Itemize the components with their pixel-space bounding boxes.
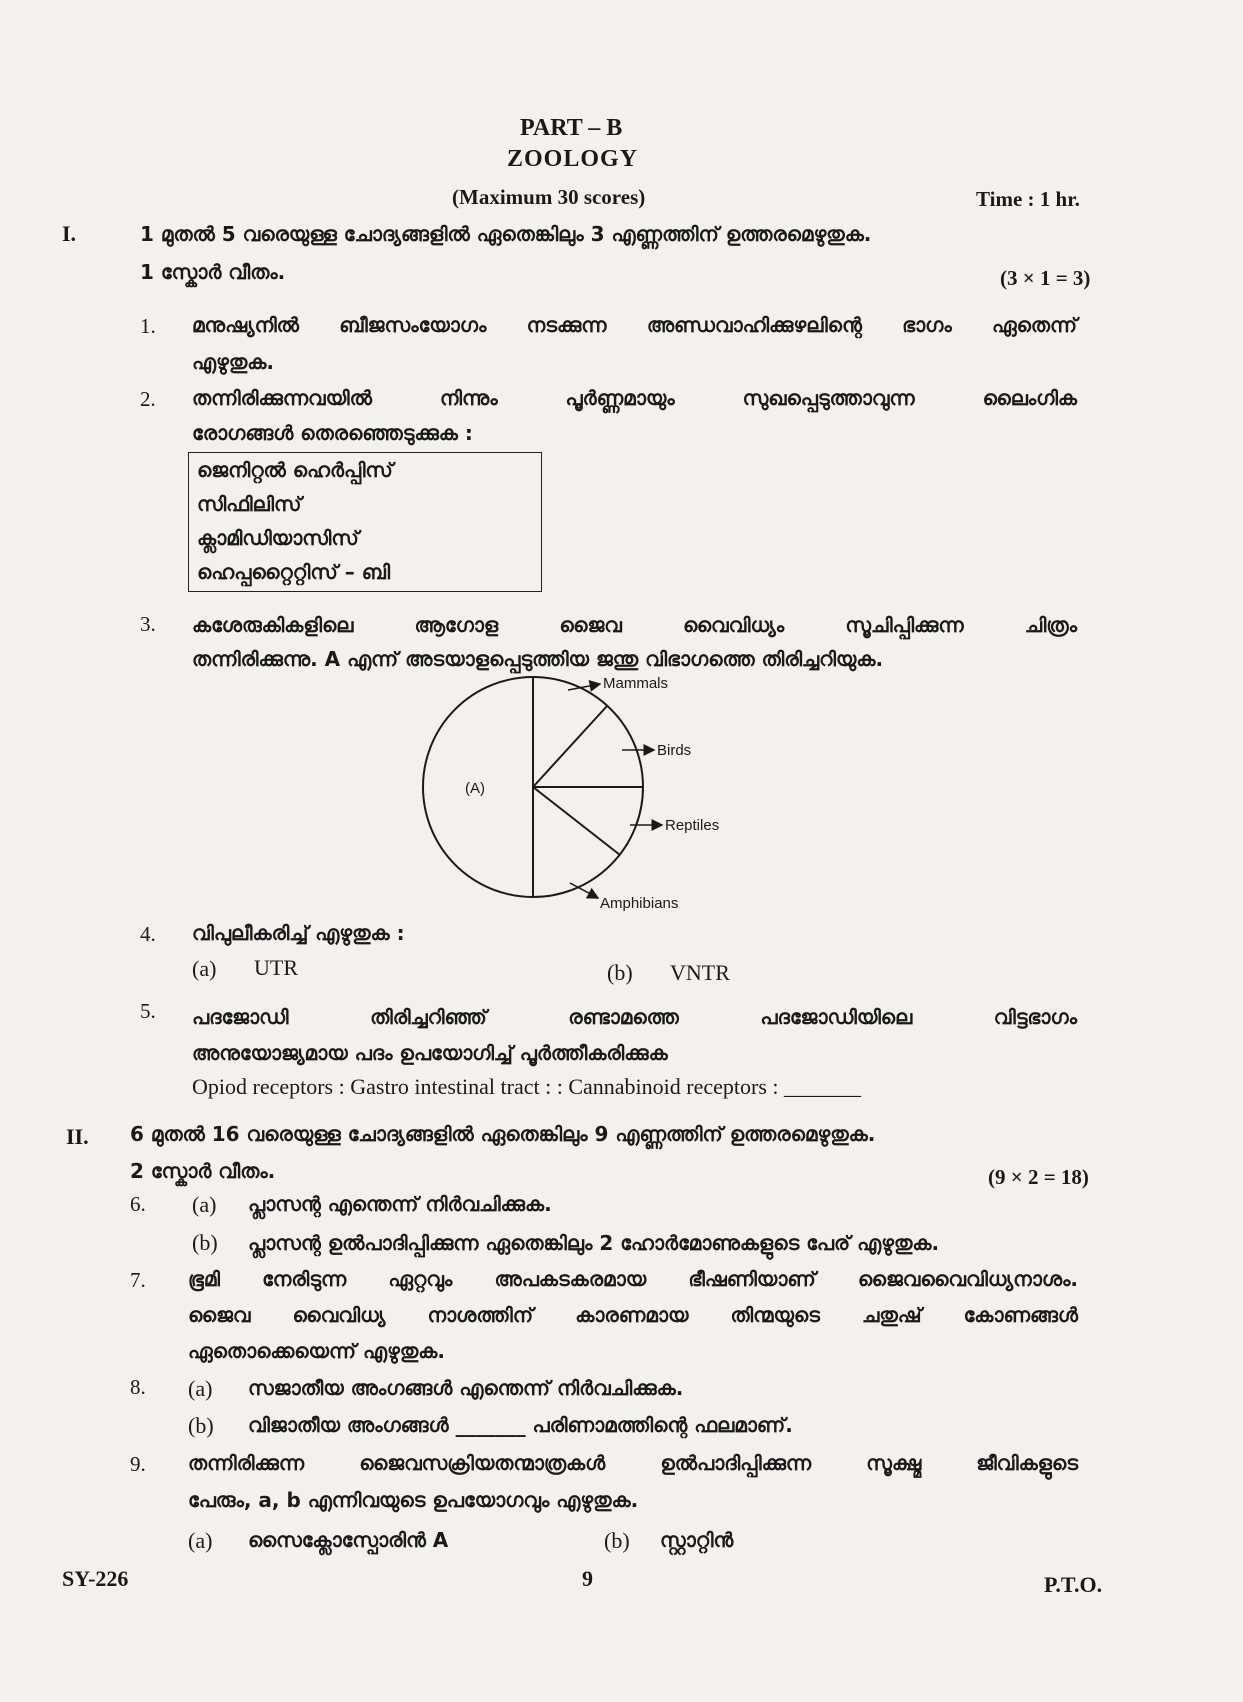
q4-b-label: (b) [607, 960, 633, 985]
pie-slice-line [533, 706, 607, 787]
q9-b-text: സ്റ്റാറ്റിൻ [660, 1528, 734, 1552]
q2-option: ക്ലാമിഡിയാസിസ് [197, 526, 359, 550]
q6-a-label: (a) [192, 1192, 217, 1217]
section-2-marks: (9 × 2 = 18) [988, 1165, 1089, 1189]
q6-b-label: (b) [192, 1230, 218, 1255]
pie-label-mammals: Mammals [603, 675, 669, 692]
q9-b-label: (b) [604, 1528, 630, 1553]
q9-line1: തന്നിരിക്കുന്ന ജൈവസക്രിയതന്മാത്രകൾ ഉൽപാദിപ്പിക്കുന്ന സൂക്ഷ്മ ജീവികളുടെ [188, 1451, 1078, 1475]
q7-line2: ജൈവ വൈവിധ്യ നാശത്തിന് കാരണമായ തിന്മയുടെ ചതുഷ് കോണങ്ങൾ [188, 1303, 1078, 1327]
section-1-roman: I. [62, 221, 77, 246]
q2-line2: രോഗങ്ങൾ തെരഞ്ഞെടുക്കുക : [192, 421, 473, 445]
q3-line2: തന്നിരിക്കുന്നു. A എന്ന് അടയാളപ്പെടുത്തിയ ജന്തു വിഭാഗത്തെ തിരിച്ചറിയുക. [192, 647, 884, 671]
pie-label-amphibians: Amphibians [600, 895, 679, 912]
q8-number: 8. [130, 1375, 146, 1399]
q2-line1: തന്നിരിക്കുന്നവയിൽ നിന്നും പൂർണ്ണമായും സുഖപ്പെടുത്താവുന്ന ലൈംഗിക [192, 386, 1077, 410]
q9-line2: പേരും, a, b എന്നിവയുടെ ഉപയോഗവും എഴുതുക. [188, 1488, 639, 1512]
q4-a-text: UTR [254, 955, 298, 980]
section-2-roman: II. [66, 1124, 89, 1149]
q9-number: 9. [130, 1452, 146, 1476]
q3-line1: കശേരുകികളിലെ ആഗോള ജൈവ വൈവിധ്യം സൂചിപ്പിക്കുന്ന ചിത്രം [192, 613, 1077, 637]
q4-number: 4. [140, 922, 156, 946]
q1-line2: എഴുതുക. [192, 350, 274, 374]
q6-a-text: പ്ലാസന്റ എന്തെന്ന് നിർവചിക്കുക. [248, 1192, 552, 1216]
q2-option: ഹെപ്പറ്റൈറ്റിസ് – ബി [197, 560, 391, 584]
q2-option: സിഫിലിസ് [197, 492, 302, 516]
q5-line2: അനുയോജ്യമായ പദം ഉപയോഗിച്ച് പൂർത്തീകരിക്കുക [192, 1041, 668, 1065]
q4-a-label: (a) [192, 956, 217, 981]
q8-b-label: (b) [188, 1413, 214, 1438]
q4-b-text: VNTR [670, 960, 730, 985]
q5-analogy: Opiod receptors : Gastro intestinal tract : : Cannabinoid receptors : _______ [192, 1074, 862, 1099]
q1-number: 1. [140, 314, 156, 338]
section-2-instruction: 6 മുതൽ 16 വരെയുള്ള ചോദ്യങ്ങളിൽ ഏതെങ്കിലും 9 എണ്ണത്തിന് ഉത്തരമെഴുതുക. [130, 1122, 876, 1146]
pie-label-reptiles: Reptiles [665, 817, 720, 834]
section-2-score-note: 2 സ്കോർ വീതം. [130, 1159, 276, 1183]
q7-number: 7. [130, 1268, 146, 1292]
pie-label-a: (A) [465, 780, 485, 797]
max-scores: (Maximum 30 scores) [452, 185, 646, 209]
q9-a-label: (a) [188, 1528, 213, 1553]
q8-b-text: വിജാതീയ അംഗങ്ങൾ _______ പരിണാമത്തിന്റെ ഫലമാണ്. [248, 1413, 793, 1437]
pie-slice-line [533, 787, 620, 855]
q8-a-text: സജാതീയ അംഗങ്ങൾ എന്തെന്ന് നിർവചിക്കുക. [248, 1376, 684, 1400]
section-1-instruction: 1 മുതൽ 5 വരെയുള്ള ചോദ്യങ്ങളിൽ ഏതെങ്കിലും 3 എണ്ണത്തിന് ഉത്തരമെഴുതുക. [140, 222, 872, 246]
q7-line1: ഭൂമി നേരിടുന്ന ഏറ്റവും അപകടകരമായ ഭീഷണിയാണ് ജൈവവൈവിധ്യനാശം. [188, 1267, 1078, 1291]
q2-options-box [188, 452, 542, 592]
q8-a-label: (a) [188, 1376, 213, 1401]
section-1-score-note: 1 സ്കോർ വീതം. [140, 260, 286, 284]
paper-code: SY-226 [62, 1566, 129, 1591]
section-1-marks: (3 × 1 = 3) [1000, 266, 1091, 290]
q2-option: ജെനിറ്റൽ ഹെർപ്പിസ് [197, 458, 393, 482]
q7-line3: ഏതൊക്കെയെന്ന് എഴുതുക. [188, 1339, 445, 1363]
q5-number: 5. [140, 999, 156, 1023]
time-label: Time : 1 hr. [976, 187, 1080, 211]
page-number: 9 [582, 1566, 593, 1591]
q4-line1: വിപുലീകരിച്ച് എഴുതുക : [192, 921, 405, 945]
part-heading: PART – B [520, 115, 623, 141]
subject-heading: ZOOLOGY [507, 146, 639, 172]
vertebrate-diversity-pie [400, 670, 760, 920]
q6-number: 6. [130, 1192, 146, 1216]
q2-number: 2. [140, 387, 156, 411]
q3-number: 3. [140, 612, 156, 636]
q6-b-text: പ്ലാസന്റ ഉൽപാദിപ്പിക്കുന്ന ഏതെങ്കിലും 2 ഹോർമോണുകളുടെ പേര് എഴുതുക. [248, 1231, 940, 1255]
pto-label: P.T.O. [1044, 1572, 1103, 1597]
pie-label-birds: Birds [657, 742, 692, 759]
q1-line1: മനുഷ്യനിൽ ബീജസംയോഗം നടക്കുന്ന അണ്ഡവാഹിക്കുഴലിന്റെ ഭാഗം ഏതെന്ന് [192, 313, 1077, 337]
q5-line1: പദജോഡി തിരിച്ചറിഞ്ഞ് രണ്ടാമത്തെ പദജോഡിയിലെ വിട്ടഭാഗം [192, 1005, 1077, 1029]
q9-a-text: സൈക്ലോസ്പോരിൻ A [248, 1528, 449, 1552]
